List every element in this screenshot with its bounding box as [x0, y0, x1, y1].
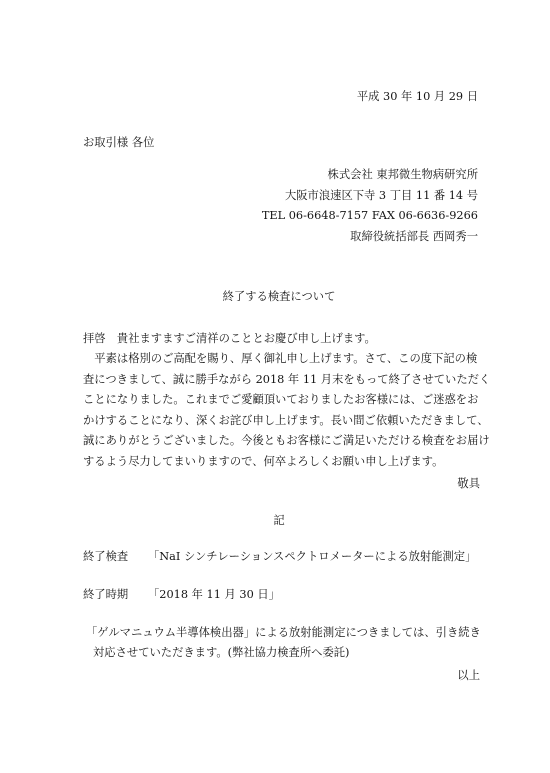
letter-date: 平成 30 年 10 月 29 日: [356, 90, 478, 103]
body-line: かけすることになり、深くお詫び申し上げます。長い間ご依頼いただきまして、: [83, 414, 489, 427]
body-line: 査につきまして、誠に勝手ながら 2018 年 11 月末をもって終了させていただく: [83, 373, 491, 386]
recipient: お取引様 各位: [83, 136, 155, 149]
body-line: 誠にありがとうございました。今後ともお客様にご満足いただける検査をお届け: [83, 434, 490, 447]
item-value: 「NaI シンチレーションスペクトロメーターによる放射能測定」: [148, 550, 477, 563]
ki-heading: 記: [273, 514, 285, 527]
closing-keigu: 敬具: [457, 477, 480, 490]
sender-signatory: 取締役統括部長 西岡秀一: [350, 230, 478, 243]
note-line: 「ゲルマニュウム半導体検出器」による放射能測定につきましては、引き続き: [86, 626, 481, 639]
note-line: 対応させていただきます。(弊社協力検査所へ委託): [93, 646, 350, 659]
letter-title: 終了する検査について: [222, 290, 336, 303]
body-line: ことになりました。これまでご愛顧頂いておりましたお客様には、ご迷惑をお: [83, 393, 479, 406]
sender-company: 株式会社 東邦微生物病研究所: [327, 168, 478, 181]
sender-address: 大阪市浪速区下寺 3 丁目 11 番 14 号: [284, 189, 478, 202]
body-line: 平素は格別のご高配を賜り、厚く御礼申し上げます。さて、この度下記の検: [83, 352, 478, 365]
closing-ijou: 以上: [457, 669, 480, 682]
item-value: 「2018 年 11 月 30 日」: [148, 588, 280, 601]
item-label: 終了時期: [83, 588, 129, 601]
sender-contact: TEL 06-6648-7157 FAX 06-6636-9266: [261, 209, 478, 222]
body-line: 拝啓 貴社ますますご清祥のこととお慶び申し上げます。: [83, 332, 376, 345]
body-line: するよう尽力してまいりますので、何卒よろしくお願い申し上げます。: [83, 455, 444, 468]
item-label: 終了検査: [83, 550, 129, 563]
